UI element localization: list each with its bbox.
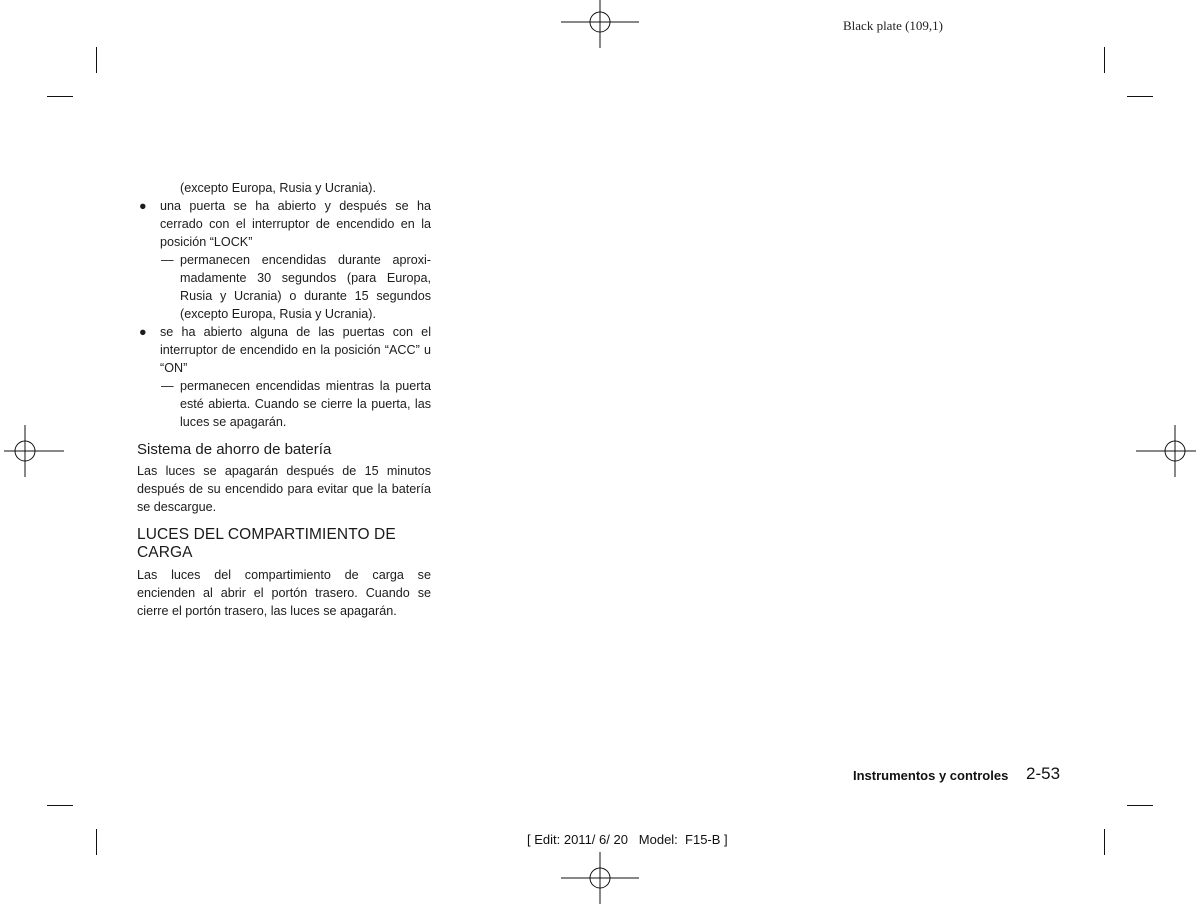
footer-page-number: 2-53 [1026,764,1061,783]
crop-mark-bottom-left-vertical [96,829,97,855]
dash-marker: — [161,253,174,267]
bullet-dot-icon: ● [139,199,147,213]
sub-item-text: permanecen encendidas durante aproxi-madamente 30 segundos (para Europa, Rusia y Ucrania) o durante 15 segundos (excepto Europa, Rusia y Ucrania). [180,253,431,321]
crop-mark-bottom-left-horizontal [47,805,73,806]
plate-label: Black plate (109,1) [843,18,943,33]
bullet-dot-icon: ● [139,325,147,339]
registration-target-bottom-icon [561,852,639,904]
dash-marker: — [161,379,174,393]
registration-target-left-icon [0,425,64,477]
sub-item-while-open [137,377,431,431]
battery-saver-heading: Sistema de ahorro de batería [137,441,332,458]
crop-mark-top-right-horizontal [1127,96,1153,97]
sub-item-text: permanecen encendidas mientras la puerta esté abierta. Cuando se cierre la puerta, las luces se apagarán. [180,379,431,429]
bullet-item-door-closed [137,197,431,251]
footer-section-title: Instrumentos y controles [853,768,1009,783]
cargo-lights-text: Las luces del compartimiento de carga se encienden al abrir el portón trasero. Cuando se cierre el portón trasero, las luces se apagarán. [137,568,431,618]
sub-item-duration [137,251,431,323]
registration-target-top-icon [561,0,639,48]
bullet-text: una puerta se ha abierto y después se ha cerrado con el interruptor de encendido en la posición “LOCK” [160,199,431,249]
bullet-item-door-open [137,323,431,377]
cargo-lights-heading: LUCES DEL COMPARTIMIENTO DE CARGA [137,526,396,561]
crop-mark-top-left-horizontal [47,96,73,97]
crop-mark-bottom-right-vertical [1104,829,1105,855]
battery-saver-text: Las luces se apagarán después de 15 minutos después de su encendido para evitar que la batería se descargue. [137,464,431,514]
bullet-text: se ha abierto alguna de las puertas con el interruptor de encendido en la posición “ACC” u “ON” [160,325,431,375]
edit-info-line: [ Edit: 2011/ 6/ 20 Model: F15-B ] [527,832,728,847]
crop-mark-top-right-vertical [1104,47,1105,73]
registration-target-right-icon [1136,425,1200,477]
main-text-column [137,179,431,620]
crop-mark-top-left-vertical [96,47,97,73]
continuation-text: (excepto Europa, Rusia y Ucrania). [180,181,376,195]
crop-mark-bottom-right-horizontal [1127,805,1153,806]
